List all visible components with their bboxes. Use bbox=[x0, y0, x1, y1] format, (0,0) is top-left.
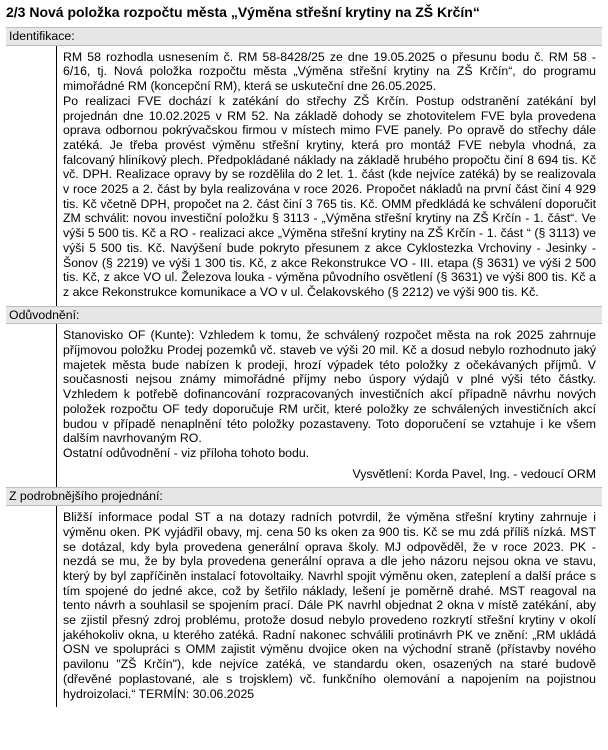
paragraph: RM 58 rozhodla usnesením č. RM 58-8428/25 ze dne 19.05.2025 o přesunu bodu č. RM 58 - 6/16, tj. Nová položka rozpočtu města „Výměna střešní krytiny na ZŠ Krčín“, do programu mimořádné RM (koncepční RM), která se uskuteční dne 26.05.2025. bbox=[63, 49, 596, 94]
section-body-projednani bbox=[56, 506, 602, 707]
section-header-oduvodneni: Odůvodnění: bbox=[6, 306, 602, 325]
paragraph: Stanovisko OF (Kunte): Vzhledem k tomu, že schválený rozpočet města na rok 2025 zahrnuje příjmovou položku Prodej pozemků vč. staveb ve výši 20 mil. Kč a dosud nebylo rozhodnuto jaký majetek města bude nabízen k prodeji, hrozí výpadek této položky z očekávaných příjmů. V současnosti nejsou známy mimořádné příjmy nebo úspory výdajů v plné výši této částky. Vzhledem k potřebě dofinancování rozpracovaných investičních akcí případně návrhu nových položek rozpočtu OF tedy doporučuje RM určit, které položky ze schválených investičních akcí budou v případě nenaplnění této položky pozastaveny. Toto doporučení se vztahuje i ke všem dalším navrhovaným RO. bbox=[63, 328, 596, 446]
document-title: 2/3 Nová položka rozpočtu města „Výměna střešní krytiny na ZŠ Krčín“ bbox=[6, 4, 480, 20]
section-header-identifikace: Identifikace: bbox=[6, 27, 602, 46]
paragraph: Po realizaci FVE dochází k zatékání do střechy ZŠ Krčín. Postup odstranění zatékání byl projednán dne 10.02.2025 v RM 52. Na základě dohody se zhotovitelem FVE byla provedena oprava odbornou pokrývačskou firmou v místech mimo FVE panely. Po opravě do střechy dále zatéká. Je třeba provést výměnu střešní krytiny, která pro montáž FVE nebyla vhodná, za falcovaný hliníkový plech. Předpokládané náklady na základě hrubého propočtu činí 8 694 tis. Kč vč. DPH. Realizace opravy by se rozdělila do 2 let. 1. část (kde nejvíce zatéká) by se realizovala v roce 2025 a 2. část by byla realizována v roce 2026. Propočet nákladů na první část činí 4 929 tis. Kč včetně DPH, propočet na 2. část činí 3 765 tis. Kč. OMM předkládá ke schválení doporučit ZM schválit: novou investiční položku § 3113 - „Výměna střešní krytiny na ZŠ Krčín - 1. část“. Ve výši 5 500 tis. Kč a RO - realizaci akce „Výměna střešní krytiny na ZŠ Krčín - 1. část “ (§ 3113) ve výši 5 500 tis. Kč. Navýšení bude pokryto přesunem z akce Cyklostezka Vrchoviny - Jesinky - Šonov (§ 2219) ve výši 1 300 tis. Kč, z akce Rekonstrukce VO - III. etapa (§ 3631) ve výši 2 500 tis. Kč, z akce VO ul. Železova louka - výměna původního osvětlení (§ 3631) ve výši 800 tis. Kč a z akce Rekonstrukce komunikace a VO v ul. Čelakovského (§ 2212) ve výši 900 tis. Kč. bbox=[63, 93, 596, 299]
section-header-projednani: Z podrobnějšího projednání: bbox=[6, 487, 602, 506]
section-body-oduvodneni bbox=[56, 324, 602, 487]
paragraph: Bližší informace podal ST a na dotazy radních potvrdil, že výměna střešní krytiny zahrnuje i výměnu oken. PK vyjádřil obavy, mj. cena 50 ks oken za 900 tis. Kč se mu zdá příliš nízká. MST se dotázal, kdy byla provedena generální oprava školy. MJ odpověděl, že v roce 2023. PK - nezdá se mu, že by byla provedena generální oprava a dle jeho názoru nejsou okna ve stavu, který by byl zapříčiněn instalací fotovoltaiky. Navrhl spojit výměnu oken, zateplení a další práce s tím spojené do jedné akce, což by šetřilo náklady, lešení je poměrně drahé. MST reagoval na tento návrh a souhlasil se spojením prací. Dále PK navrhl objednat 2 okna v místě zatékání, aby se zjistil přesný zdroj problému, protože dosud nebylo provedeno rozkrytí střešní krytiny v okolí jakéhokoliv okna, u kterého zatéká. Radní nakonec schválili protinávrh PK ve znění: „RM ukládá OSN ve spolupráci s OMM zajistit výměnu dvojice oken na východní straně (přístavby nového pavilonu "ZŠ Krčín"), kde nejvíce zatéká, ve standardu oken, osazených na staré budově (dřevěné poplastované, ale s trojsklem) vč. funkčního olemování a napojením na pojistnou hydroizolaci.“ TERMÍN: 30.06.2025 bbox=[63, 510, 596, 701]
paragraph: Ostatní odůvodnění - viz příloha tohoto bodu. bbox=[63, 445, 310, 460]
signature-line: Vysvětlení: Korda Pavel, Ing. - vedoucí ORM bbox=[352, 466, 596, 481]
section-body-identifikace bbox=[56, 46, 602, 306]
